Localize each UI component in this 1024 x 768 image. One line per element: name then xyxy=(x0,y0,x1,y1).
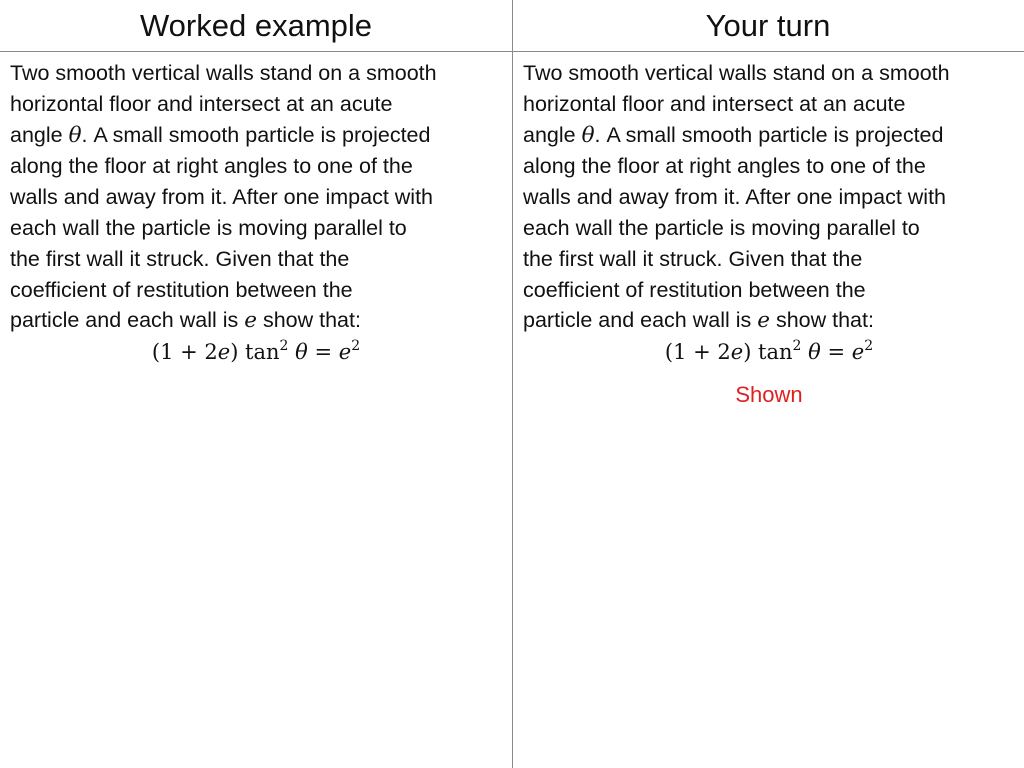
formula-exponent: 2 xyxy=(279,338,289,355)
answer-text: Shown xyxy=(735,382,803,408)
e-symbol: e xyxy=(757,308,770,334)
problem-text-fragment: angle xyxy=(10,122,69,147)
e-symbol: e xyxy=(244,308,257,334)
problem-text-fragment: . A small smooth particle is projected xyxy=(81,122,431,147)
problem-line xyxy=(523,305,1015,337)
formula-part: e xyxy=(338,340,352,365)
formula-part: (1 + 2 xyxy=(151,340,218,365)
formula-exponent: 2 xyxy=(351,338,361,355)
problem-line xyxy=(10,305,502,337)
problem-line: horizontal floor and intersect at an acute xyxy=(10,91,393,116)
formula-part: = xyxy=(820,340,852,365)
problem-text-fragment: . A small smooth particle is projected xyxy=(594,122,944,147)
problem-line: walls and away from it. After one impact with xyxy=(523,185,947,210)
theta-symbol: θ xyxy=(68,122,82,148)
worked-example-heading: Worked example xyxy=(139,8,373,43)
your-turn-problem xyxy=(523,58,1015,337)
target-formula xyxy=(523,337,1015,367)
problem-line: each wall the particle is moving parallel to xyxy=(523,215,920,240)
problem-line xyxy=(10,120,502,152)
formula-exponent: 2 xyxy=(864,338,874,355)
problem-line: the first wall it struck. Given that the xyxy=(10,246,350,271)
formula-part: θ xyxy=(288,340,308,365)
problem-line: walls and away from it. After one impact with xyxy=(10,185,434,210)
formula-part: ) tan xyxy=(230,340,280,365)
problem-line: along the floor at right angles to one of the xyxy=(523,154,926,179)
your-turn-heading: Your turn xyxy=(705,8,831,43)
formula-part: = xyxy=(307,340,339,365)
problem-text-fragment: particle and each wall is xyxy=(523,308,758,333)
formula-part: (1 + 2 xyxy=(664,340,731,365)
problem-text-fragment: show that: xyxy=(769,308,874,333)
formula-part: e xyxy=(730,340,744,365)
your-turn-panel xyxy=(523,58,1015,409)
problem-text-fragment: particle and each wall is xyxy=(10,308,245,333)
formula-part: e xyxy=(217,340,231,365)
formula-part: θ xyxy=(801,340,821,365)
problem-line xyxy=(523,120,1015,152)
problem-line: each wall the particle is moving parallel to xyxy=(10,215,407,240)
worked-example-panel xyxy=(10,58,502,367)
problem-line: the first wall it struck. Given that the xyxy=(523,246,863,271)
problem-line: along the floor at right angles to one of the xyxy=(10,154,413,179)
worked-example-problem xyxy=(10,58,502,337)
problem-text-fragment: angle xyxy=(523,122,582,147)
problem-line: Two smooth vertical walls stand on a smooth xyxy=(523,61,950,85)
problem-line: coefficient of restitution between the xyxy=(523,277,866,302)
problem-line: Two smooth vertical walls stand on a smooth xyxy=(10,61,437,85)
problem-line: coefficient of restitution between the xyxy=(10,277,353,302)
theta-symbol: θ xyxy=(581,122,595,148)
problem-text-fragment: show that: xyxy=(256,308,361,333)
target-formula xyxy=(10,337,502,367)
formula-exponent: 2 xyxy=(792,338,802,355)
problem-line: horizontal floor and intersect at an acute xyxy=(523,91,906,116)
column-divider xyxy=(512,0,513,768)
formula-part: e xyxy=(851,340,865,365)
formula-part: ) tan xyxy=(743,340,793,365)
